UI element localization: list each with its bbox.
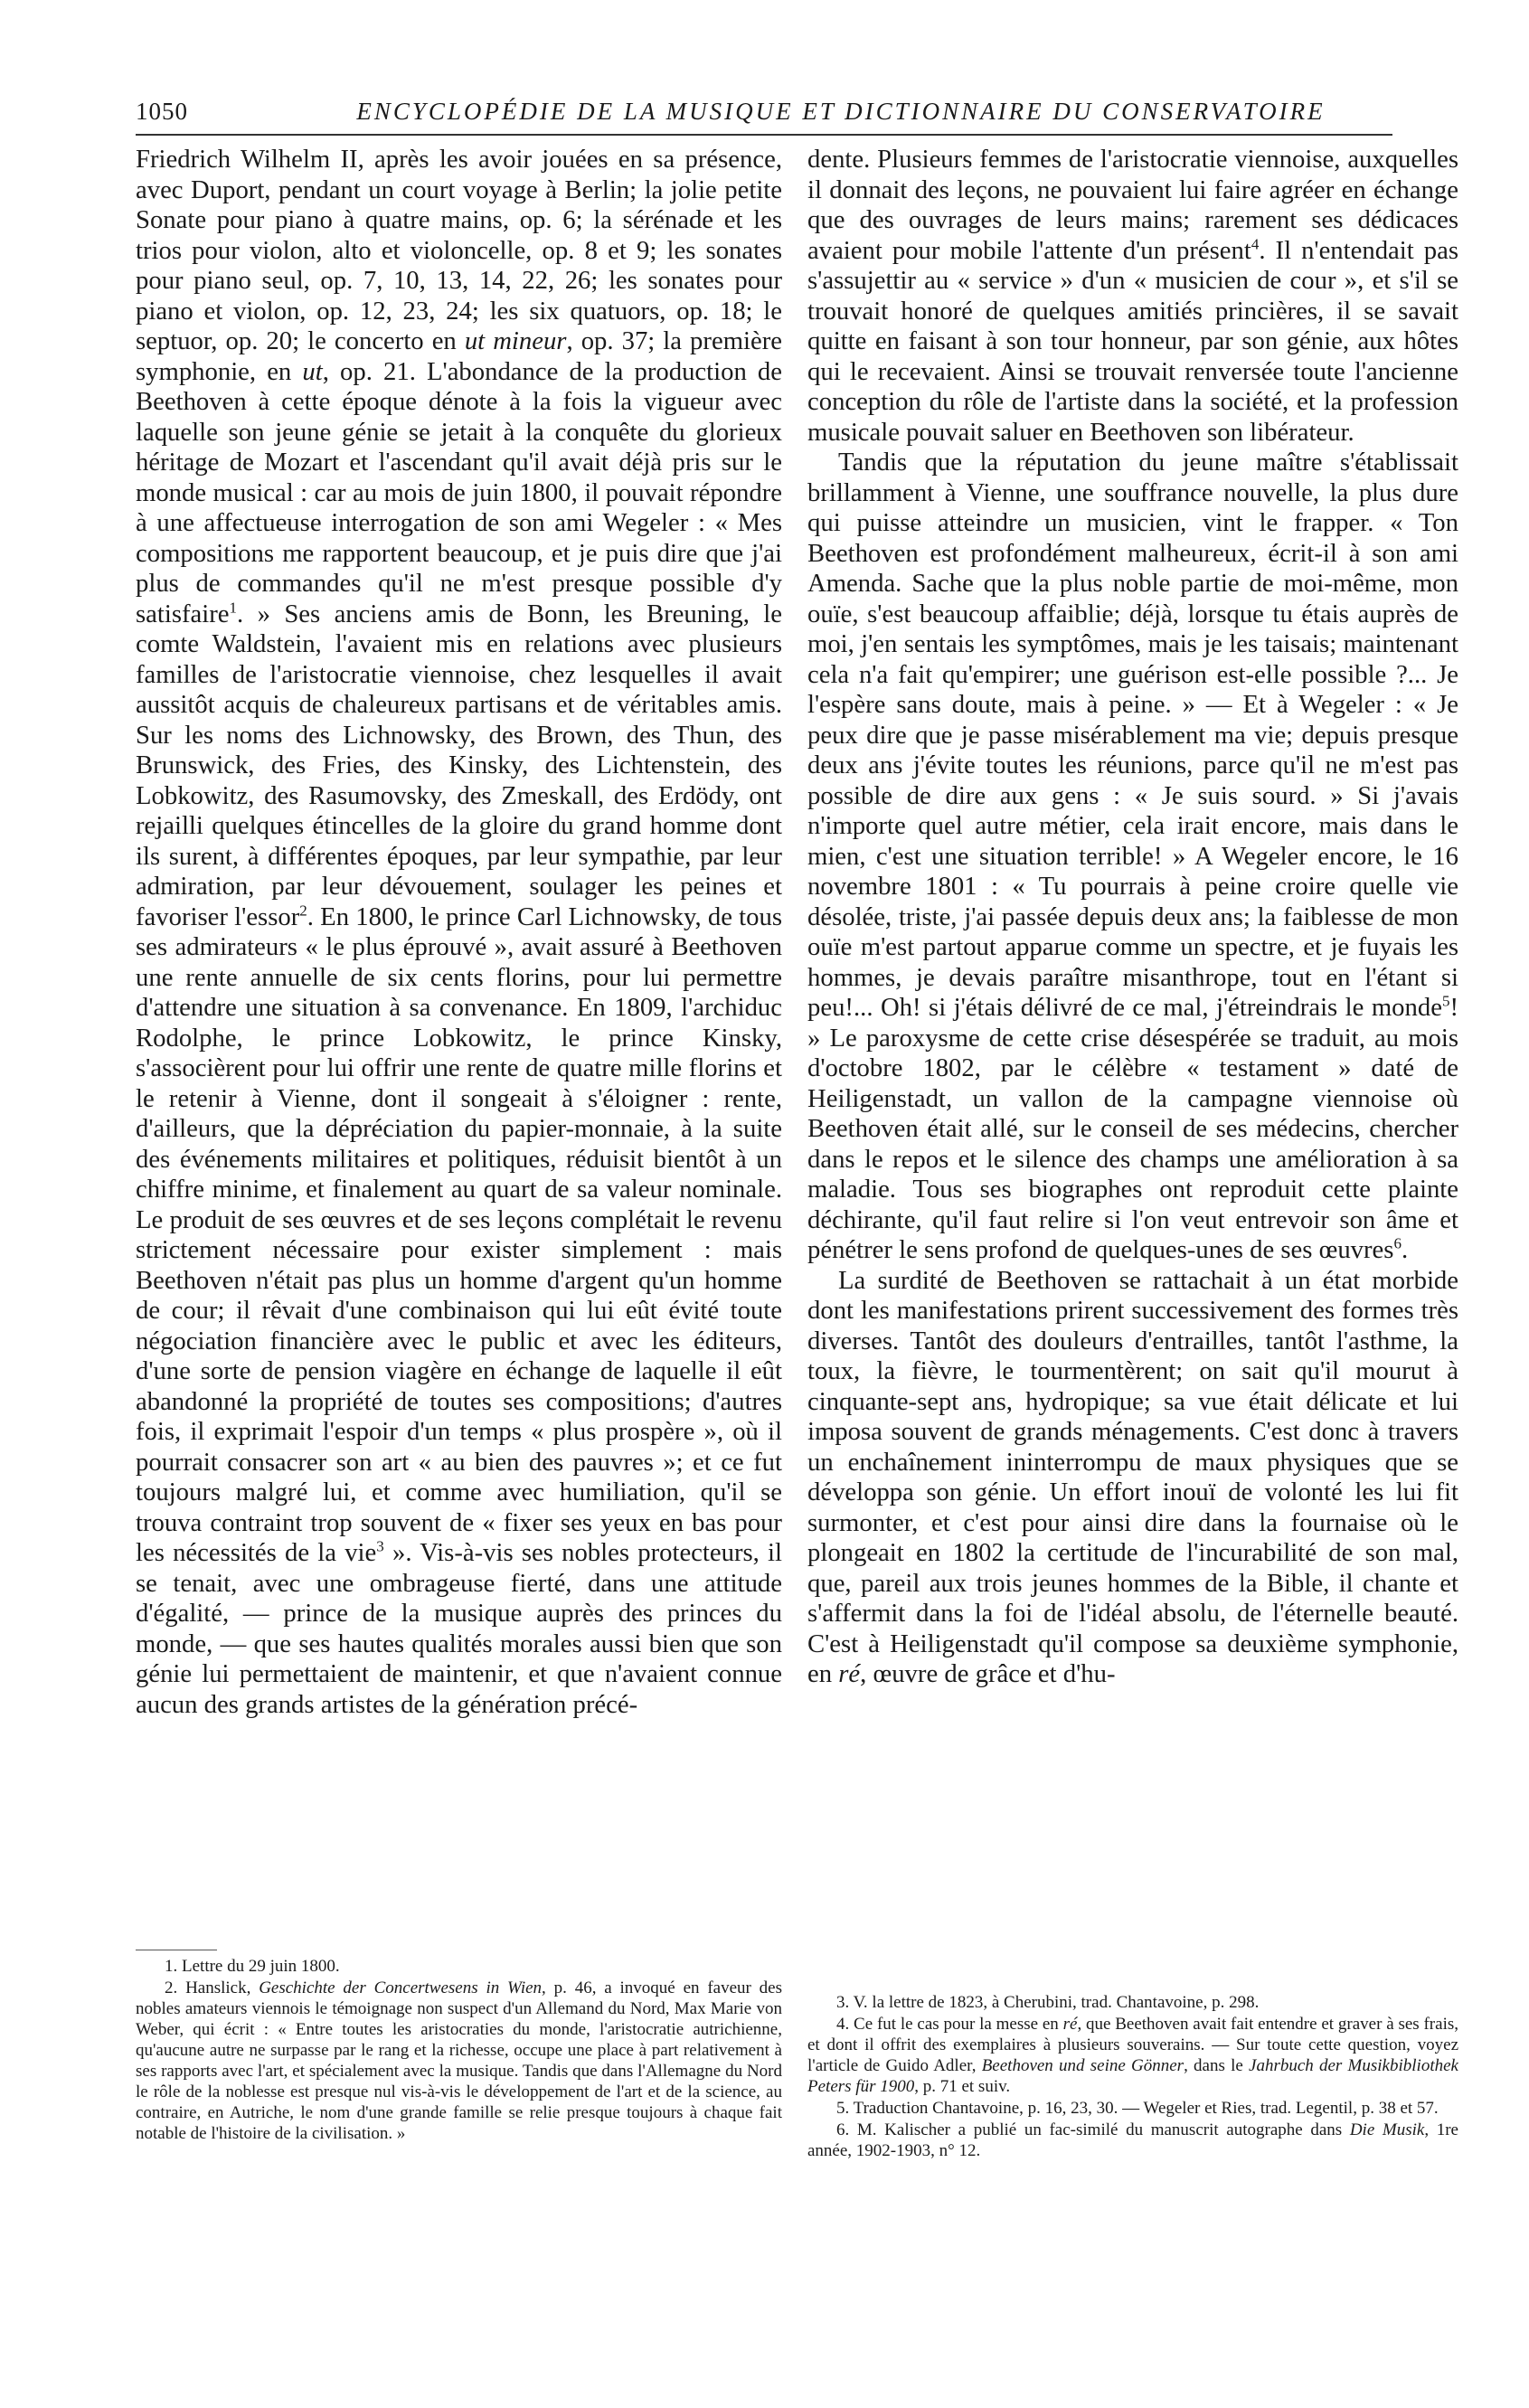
footnote-ref[interactable]: 6: [1393, 1234, 1402, 1252]
footnote-6: 6. M. Kalischer a publié un fac-similé du manuscrit autographe dans Die Musik, 1re année, 1902-1903, n° 12.: [807, 2120, 1458, 2160]
page-header: [136, 98, 1392, 134]
running-title: ENCYCLOPÉDIE DE LA MUSIQUE ET DICTIONNAIRE DU CONSERVATOIRE: [356, 98, 1326, 125]
footnote-ref[interactable]: 4: [1251, 234, 1260, 252]
paragraph: La surdité de Beethoven se rattachait à un état morbide dont les manifestations prirent successivement des formes très diverses. Tantôt des douleurs d'entrailles, tantôt l'asthme, la toux, la fièvre, le tourmentèrent; on sait qu'il mourut à cinquante-sept ans, hydropique; sa vue était délicate et lui imposa souvent de grands ménagements. C'est donc à travers un enchaînement ininterrompu de maux physiques que se développa son génie. Un effort inouï de volonté les lui fit surmonter, et c'est pour ainsi dire dans la fournaise où le plongeait en 1802 la certitude de l'incurabilité de son mal, que, pareil aux trois jeunes hommes de la Bible, il chante et s'affermit dans la foi de l'idéal absolu, de l'éternelle beauté. C'est à Heiligenstadt qu'il compose sa deuxième symphonie, en ré, œuvre de grâce et d'hu-: [807, 1265, 1458, 1688]
footnote-ref[interactable]: 2: [299, 901, 307, 919]
footnote-4: 4. Ce fut le cas pour la messe en ré, que Beethoven avait fait entendre et graver à ses frais, et dont il offrit des exemplaires à plusieurs souverains. — Sur toute cette question, voyez l'article de Guido Adler, Beethoven und seine Gönner, dans le Jahrbuch der Musikbibliothek Peters für 1900, p. 71 et suiv.: [807, 2015, 1458, 2096]
footnotes-left: [136, 1956, 782, 2145]
page-number: 1050: [136, 98, 188, 125]
header-rule: [136, 134, 1392, 136]
footnote-1: 1. Lettre du 29 juin 1800.: [165, 1957, 340, 1976]
footnote-ref[interactable]: 1: [229, 598, 238, 616]
footnotes-right: [807, 1992, 1458, 2162]
footnote-ref[interactable]: 3: [376, 1537, 384, 1555]
left-column: [136, 145, 782, 1720]
footnote-2: 2. Hanslick, Geschichte der Concertwesens in Wien, p. 46, a invoqué en faveur des nobles amateurs viennois le témoignage non suspect d'un Allemand du Nord, Max Marie von Weber, qui écrit : « Entre toutes les aristocraties du monde, l'aristocratie autrichienne, qu'aucune autre ne surpasse par le rang et la richesse, occupe une place à part relativement à ses rapports avec l'art, et spécialement avec la musique. Tandis que dans l'Allemagne du Nord le rôle de la noblesse est presque nul vis-à-vis le développement de l'art et de la science, au contraire, en Autriche, le nom d'une grande famille se relie presque toujours à chaque fait notable de l'histoire de la civilisation. »: [136, 1978, 782, 2143]
paragraph: Friedrich Wilhelm II, après les avoir jouées en sa présence, avec Duport, pendant un court voyage à Berlin; la jolie petite Sonate pour piano à quatre mains, op. 6; la sérénade et les trios pour violon, alto et violoncelle, op. 8 et 9; les sonates pour piano seul, op. 7, 10, 13, 14, 22, 26; les sonates pour piano et violon, op. 12, 23, 24; les six quatuors, op. 18; le septuor, op. 20; le concerto en ut mineur, op. 37; la première symphonie, en ut, op. 21. L'abondance de la production de Beethoven à cette époque dénote à la fois la vigueur avec laquelle son jeune génie se jetait à la conquête du glorieux héritage de Mozart et l'ascendant qu'il avait déjà pris sur le monde musical : car au mois de juin 1800, il pouvait répondre à une affectueuse interrogation de son ami Wegeler : « Mes compositions me rapportent beaucoup, et je puis dire que j'ai plus de commandes qu'il ne m'est presque possible d'y satisfaire$^1$. » Ses anciens amis de Bonn, les Breuning, le comte Waldstein, l'avaient mis en relations avec plusieurs familles de l'aristocratie viennoise, chez lesquelles il avait aussitôt acquis de chaleureux partisans et de véritables amis. Sur les noms des Lichnowsky, des Brown, des Thun, des Brunswick, des Fries, des Kinsky, des Lichtenstein, des Lobkowitz, des Rasumovsky, des Zmeskall, des Erdödy, ont rejailli quelques étincelles de la gloire du grand homme dont ils surent, à différentes époques, par leur sympathie, par leur admiration, par leur dévouement, soulager les peines et favoriser l'essor$^2$. En 1800, le prince Carl Lichnowsky, de tous ses admirateurs « le plus éprouvé », avait assuré à Beethoven une rente annuelle de six cents florins, pour lui permettre d'attendre une situation à sa convenance. En 1809, l'archiduc Rodolphe, le prince Lobkowitz, le prince Kinsky, s'associèrent pour lui offrir une rente de quatre mille florins et le retenir à Vienne, dont il songeait à s'éloigner : rente, d'ailleurs, que la dépréciation du papier-monnaie, à la suite des événements militaires et politiques, réduisit bientôt à un chiffre minime, et finalement au quart de sa valeur nominale. Le produit de ses œuvres et de ses leçons complétait le revenu strictement nécessaire pour exister simplement : mais Beethoven n'était pas plus un homme d'argent qu'un homme de cour; il rêvait d'une combinaison qui lui eût évité toute négociation financière avec le public et avec les éditeurs, d'une sorte de pension viagère en échange de laquelle il eût abandonné la propriété de toutes ses compositions; d'autres fois, il exprimait l'espoir d'un temps « plus prospère », où il pourrait consacrer son art « au bien des pauvres »; et ce fut toujours malgré lui, et comme avec humiliation, qu'il se trouva contraint trop souvent de « fixer ses yeux en bas pour les nécessités de la vie$^3$ ». Vis-à-vis ses nobles protecteurs, il se tenait, avec une ombrageuse fierté, dans une attitude d'égalité, — prince de la musique auprès des princes du monde, — que ses hautes qualités morales aussi bien que son génie lui permettaient de maintenir, et que n'avaient connue aucun des grands artistes de la génération précé-: [136, 145, 783, 1719]
right-column: [807, 145, 1458, 1690]
footnote-5: 5. Traduction Chantavoine, p. 16, 23, 30. — Wegeler et Ries, trad. Legentil, p. 38 et 57.: [836, 2099, 1439, 2118]
paragraph: dente. Plusieurs femmes de l'aristocratie viennoise, auxquelles il donnait des leçons, ne pouvaient lui faire agréer en échange que des ouvrages de leurs mains; rarement ses dédicaces avaient pour mobile l'attente d'un présent$^4$. Il n'entendait pas s'assujettir au « service » d'un « musicien de cour », et s'il se trouvait honoré de quelques amitiés princières, il se savait quitte en faisant à son tour honneur, par son génie, aux hôtes qui le recevaient. Ainsi se trouvait renversée toute l'ancienne conception du rôle de l'artiste dans la société, et la profession musicale pouvait saluer en Beethoven son libérateur.: [807, 145, 1458, 447]
paragraph: Tandis que la réputation du jeune maître s'établissait brillamment à Vienne, une souffrance nouvelle, la plus dure qui puisse atteindre un musicien, vint le frapper. « Ton Beethoven est profondément malheureux, écrit-il à son ami Amenda. Sache que la plus noble partie de moi-même, mon ouïe, s'est beaucoup affaiblie; déjà, lorsque tu étais auprès de moi, j'en sentais les symptômes, mais je les taisais; maintenant cela n'a fait qu'empirer; une guérison est-elle possible ?... Je l'espère sans doute, mais à peine. » — Et à Wegeler : « Je peux dire que je passe misérablement ma vie; depuis presque deux ans j'évite toutes les réunions, parce qu'il ne m'est pas possible de dire aux gens : « Je suis sourd. » Si j'avais n'importe quel autre métier, cela irait encore, mais dans le mien, c'est une situation terrible! » A Wegeler encore, le 16 novembre 1801 : « Tu pourrais à peine croire quelle vie désolée, triste, j'ai passée depuis deux ans; la faiblesse de mon ouïe m'est partout apparue comme un spectre, et je fuyais les hommes, je devais paraître misanthrope, tout en l'étant si peu!... Oh! si j'étais délivré de ce mal, j'étreindrais le monde$^5$! » Le paroxysme de cette crise désespérée se traduit, au mois d'octobre 1802, par le célèbre « testament » daté de Heiligenstadt, un vallon de la campagne viennoise où Beethoven était allé, sur le conseil de ses médecins, chercher dans le repos et le silence des champs une amélioration à sa maladie. Tous ses biographes ont reproduit cette plainte déchirante, qu'il faut relire si l'on veut entrevoir son âme et pénétrer le sens profond de quelques-unes de ses œuvres$^6$.: [807, 448, 1458, 1264]
footnote-3: 3. V. la lettre de 1823, à Cherubini, trad. Chantavoine, p. 298.: [836, 1993, 1260, 2012]
footnote-ref[interactable]: 5: [1441, 992, 1450, 1010]
